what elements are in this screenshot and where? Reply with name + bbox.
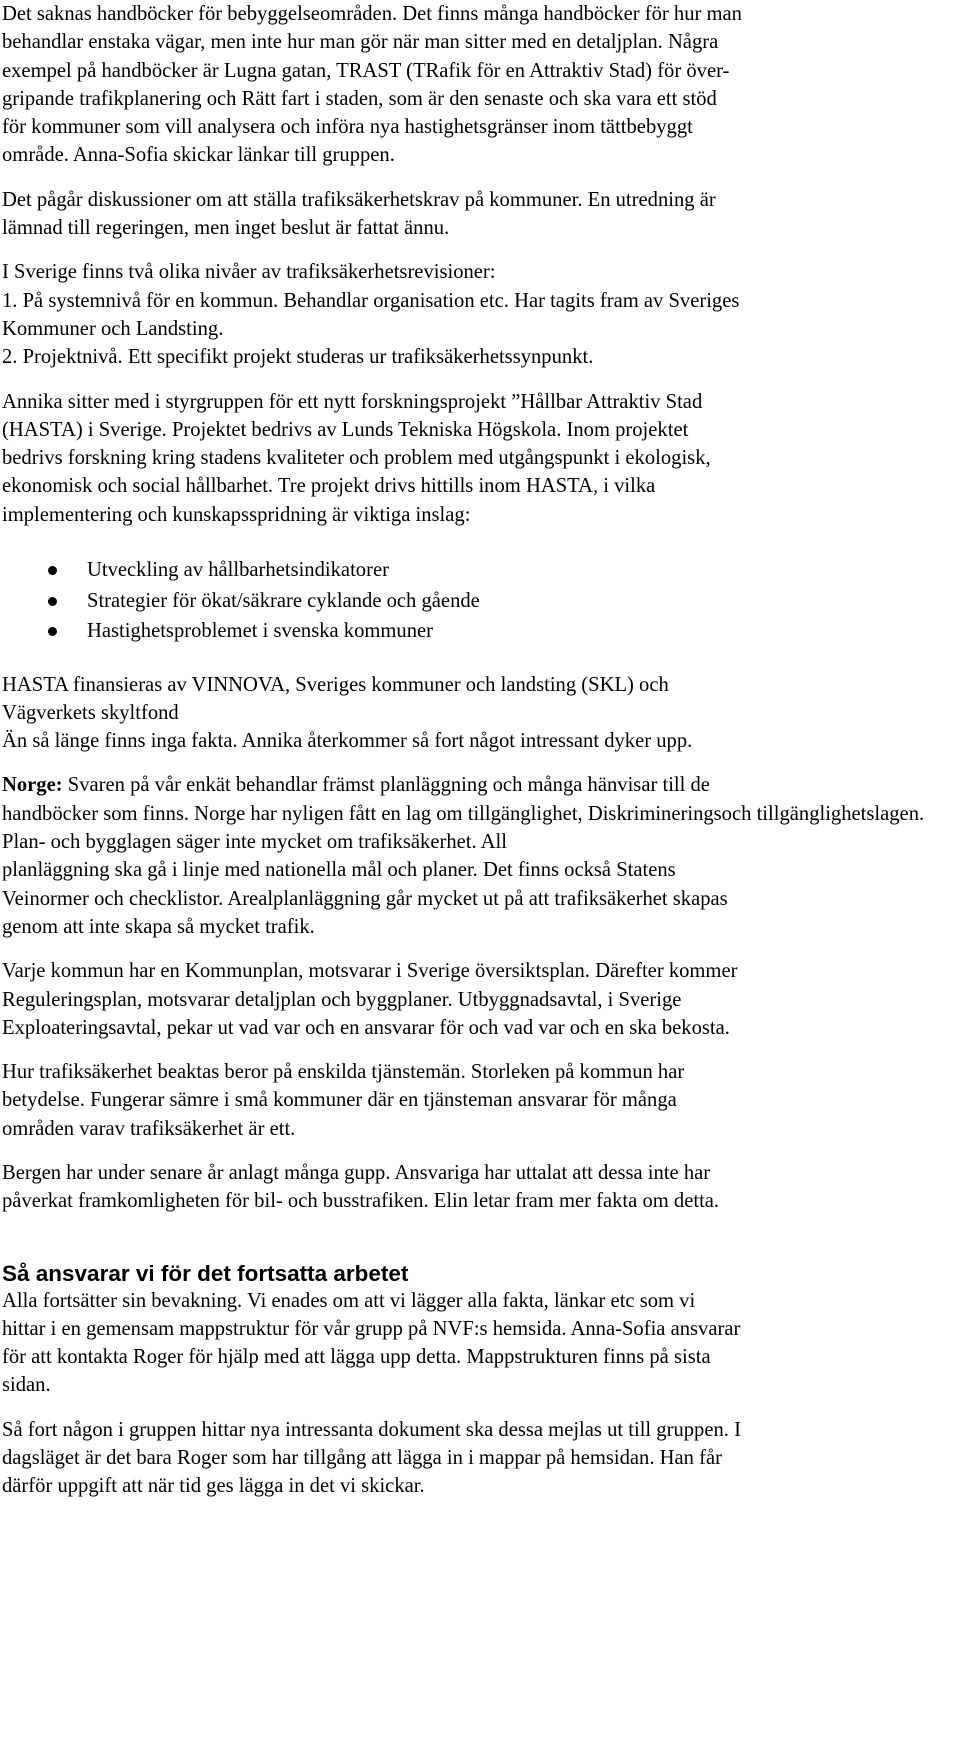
norway-text: Svaren på vår enkät behandlar främst planläggning och många hänvisar till de handböcker som finns. Norge har nyligen fått en lag om tillgänglighet, Diskrimineringsoch tillgänglighetslagen. Plan- och bygglagen säger inte mycket om trafiksäkerhet. All planläggning ska gå i linje med nationella mål och planer. Det finns också Statens Veinormer och checklistor. Arealplanläggning går mycket ut på att trafiksäkerhet skapas genom att inte skapa så mycket trafik. — [2, 774, 925, 938]
list-item-text: Strategier för ökat/säkrare cyklande och gående — [87, 589, 480, 612]
paragraph-norway — [2, 771, 960, 941]
paragraph-hasta-project: Annika sitter med i styrgruppen för ett nytt forskningsprojekt ”Hållbar Attraktiv Stad (HASTA) i Sverige. Projektet bedrivs av Lunds Tekniska Högskola. Inom projektet bedrivs forskning kring stadens kvaliteter och problem med utgångspunkt i ekologisk, ekonomisk och social hållbarhet. Tre projekt drivs hittills inom HASTA, i vilka implementering och kunskapsspridning är viktiga inslag: — [2, 390, 711, 526]
section-heading: Så ansvarar vi för det fortsatta arbetet — [2, 1260, 409, 1286]
bullet-icon — [48, 627, 57, 636]
paragraph-hasta-funding: HASTA finansieras av VINNOVA, Sveriges kommuner och landsting (SKL) och Vägverkets skyltfond Än så länge finns inga fakta. Annika återkommer så fort något intressant dyker upp. — [2, 673, 693, 753]
list-item-text: Utveckling av hållbarhetsindikatorer — [87, 559, 389, 582]
list-item — [2, 586, 960, 617]
list-item-text: Hastighetsproblemet i svenska kommuner — [87, 620, 434, 643]
list-item — [2, 616, 960, 647]
paragraph-bergen: Bergen har under senare år anlagt många gupp. Ansvariga har uttalat att dessa inte har påverkat framkomligheten för bil- och busstrafiken. Elin letar fram mer fakta om detta. — [2, 1162, 720, 1213]
bullet-icon — [48, 566, 57, 575]
paragraph-municipal-plan: Varje kommun har en Kommunplan, motsvarar i Sverige översiktsplan. Därefter kommer Reguleringsplan, motsvarar detaljplan och byggplaner. Utbyggnadsavtal, i Sverige Exploateringsavtal, pekar ut vad var och en ansvarar för och vad var och en ska bekosta. — [2, 960, 738, 1039]
paragraph-revision-levels: I Sverige finns två olika nivåer av trafiksäkerhetsrevisioner: 1. På systemnivå för en kommun. Behandlar organisation etc. Har tagits fram av Sveriges Kommuner och Landsting. 2. Projektnivå. Ett specifikt projekt studeras ur trafiksäkerhetssynpunkt. — [2, 261, 740, 369]
paragraph-new-documents: Så fort någon i gruppen hittar nya intressanta dokument ska dessa mejlas ut till gruppen. I dagsläget är det bara Roger som har tillgång att lägga in i mappar på hemsidan. Han får därför uppgift att när tid ges lägga in det vi skickar. — [2, 1418, 741, 1498]
norway-label: Norge: — [2, 774, 63, 797]
paragraph-handbooks: Det saknas handböcker för bebyggelseområden. Det finns många handböcker för hur man behandlar enstaka vägar, men inte hur man gör när man sitter med en detaljplan. Några exempel på handböcker är Lugna gatan, TRAST (TRafik för en Attraktiv Stad) för över- gripande trafikplanering och Rätt fart i staden, som är den senaste och ska vara ett stöd för kommuner som vill analysera och införa nya hastighetsgränser inom tättbebyggt område. Anna-Sofia skickar länkar till gruppen. — [2, 3, 742, 167]
bullet-icon — [48, 597, 57, 606]
bullet-list — [2, 555, 960, 647]
paragraph-continued-work: Alla fortsätter sin bevakning. Vi enades om att vi lägger alla fakta, länkar etc som vi hittar i en gemensam mappstruktur för vår grupp på NVF:s hemsida. Anna-Sofia ansvarar för att kontakta Roger för hjälp med att lägga upp detta. Mappstrukturen finns på sista sidan. — [2, 1289, 741, 1397]
paragraph-discussions: Det pågår diskussioner om att ställa trafiksäkerhetskrav på kommuner. En utredning är lämnad till regeringen, men inget beslut är fattat ännu. — [2, 188, 716, 240]
list-item — [2, 555, 960, 586]
paragraph-officials: Hur trafiksäkerhet beaktas beror på enskilda tjänstemän. Storleken på kommun har betydelse. Fungerar sämre i små kommuner där en tjänsteman ansvarar för många områden varav trafiksäkerhet är ett. — [2, 1061, 685, 1140]
